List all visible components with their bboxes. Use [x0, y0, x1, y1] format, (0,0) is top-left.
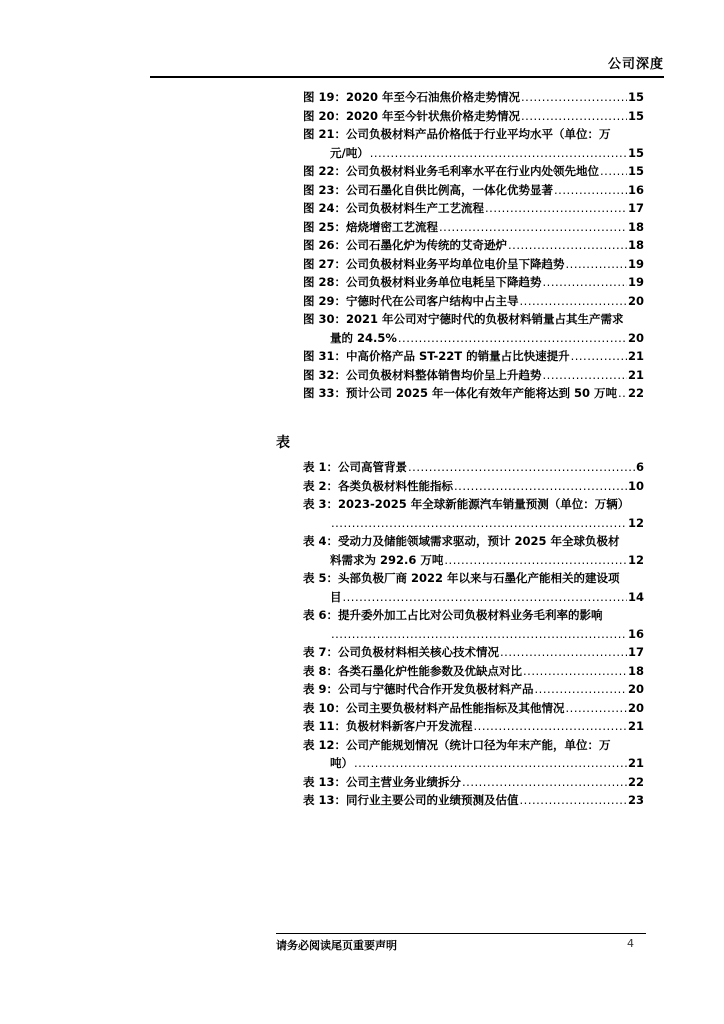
toc-entry-fig20[interactable] [303, 107, 644, 126]
toc-entry-tab2[interactable] [303, 477, 644, 496]
toc-label: 表 8：各类石墨化炉性能参数及优缺点对比 [303, 663, 523, 678]
toc-entry-fig26[interactable] [303, 236, 644, 255]
toc-label: 吨） [330, 756, 353, 770]
toc-entry-fig31[interactable] [303, 347, 644, 366]
toc-page: 10 [627, 478, 644, 493]
toc-entry-fig21[interactable] [303, 125, 644, 162]
toc-page: 20 [627, 700, 644, 715]
toc-page: 21 [627, 367, 644, 382]
toc-page: 12 [627, 552, 644, 567]
toc-label: 表 7：公司负极材料相关核心技术情况 [303, 645, 500, 659]
toc-label: 表 13：同行业主要公司的业绩预测及估值 [303, 793, 519, 807]
toc-entry-fig25[interactable] [303, 218, 644, 237]
toc-page: 20 [627, 293, 644, 308]
toc-label: 图 29：宁德时代在公司客户结构中占主导 [303, 293, 519, 308]
toc-label: 料需求为 292.6 万吨 [330, 552, 444, 567]
toc-page: 21 [627, 349, 644, 363]
toc-entry-tab3[interactable] [303, 495, 644, 532]
toc-page: 16 [627, 626, 644, 641]
toc-page: 20 [627, 682, 644, 696]
toc-page: 18 [627, 663, 644, 678]
toc-page: 18 [627, 238, 644, 252]
toc-page: 17 [627, 201, 644, 215]
toc-label: 图 26：公司石墨化炉为传统的艾奇逊炉 [303, 238, 508, 252]
toc-entry-tab10[interactable] [303, 699, 644, 718]
toc-label-line1: 表 6：提升委外加工占比对公司负极材料业务毛利率的影响 [303, 608, 603, 622]
toc-label: 图 20：2020 年至今针状焦价格走势情况 [303, 108, 521, 123]
toc-page: 20 [627, 330, 644, 345]
toc-entry-tab4[interactable] [303, 532, 644, 569]
toc-entry-tab1[interactable] [303, 458, 644, 477]
toc-entry-tab13b[interactable] [303, 791, 644, 810]
toc-label: 图 27：公司负极材料业务平均单位电价呈下降趋势 [303, 256, 565, 271]
toc-entry-fig32[interactable] [303, 366, 644, 385]
toc-page: 15 [627, 145, 644, 160]
toc-page: 12 [627, 515, 644, 530]
toc-page: 22 [627, 774, 644, 789]
toc-label: 表 11：负极材料新客户开发流程 [303, 719, 473, 733]
toc-entry-fig22[interactable] [303, 162, 644, 181]
toc-label-line1: 表 12：公司产能规划情况（统计口径为年末产能，单位：万 [303, 737, 611, 752]
toc-label: 图 22：公司负极材料业务毛利率水平在行业内处领先地位 [303, 164, 600, 178]
toc-entry-fig24[interactable] [303, 199, 644, 218]
toc-label-line1: 表 5：头部负极厂商 2022 年以来与石墨化产能相关的建设项 [303, 571, 620, 585]
toc-label: 图 31：中高价格产品 ST-22T 的销量占比快速提升 [303, 349, 570, 363]
toc-page: 22 [627, 386, 644, 400]
toc-label: 图 24：公司负极材料生产工艺流程 [303, 201, 485, 215]
toc-entry-fig30[interactable] [303, 310, 644, 347]
toc-entry-fig19[interactable] [303, 88, 644, 107]
toc-label: 图 25：焙烧增密工艺流程 [303, 219, 439, 234]
toc-entry-tab12[interactable] [303, 736, 644, 773]
toc-label: 表 1：公司高管背景 [303, 460, 408, 474]
toc-label: 图 19：2020 年至今石油焦价格走势情况 [303, 90, 521, 104]
toc-label: 表 13：公司主营业务业绩拆分 [303, 774, 462, 789]
toc-page: 14 [627, 589, 644, 604]
toc-page: 6 [635, 460, 644, 474]
toc-page: 19 [627, 275, 644, 289]
toc-page: 15 [627, 164, 644, 178]
toc-label: 表 9：公司与宁德时代合作开发负极材料产品 [303, 682, 534, 696]
toc-entry-tab5[interactable] [303, 569, 644, 606]
toc-label-line1: 图 30：2021 年公司对宁德时代的负极材料销量占其生产需求 [303, 312, 624, 326]
toc-label-line1: 表 3：2023-2025 年全球新能源汽车销量预测（单位：万辆） [303, 497, 630, 511]
toc-label: 图 28：公司负极材料业务单位电耗呈下降趋势 [303, 275, 542, 289]
toc-page: 18 [627, 219, 644, 234]
toc-entry-fig23[interactable] [303, 181, 644, 200]
toc-page: 21 [627, 719, 644, 733]
toc-page: 19 [627, 256, 644, 271]
tables-heading: 表 [276, 435, 290, 451]
toc-label: 图 33：预计公司 2025 年一体化有效年产能将达到 50 万吨 [303, 386, 618, 400]
toc-label: 表 10：公司主要负极材料产品性能指标及其他情况 [303, 700, 565, 715]
toc-page: 23 [627, 793, 644, 807]
footer-rule [276, 933, 646, 934]
toc-page: 15 [627, 90, 644, 104]
toc-label: 表 2：各类负极材料性能指标 [303, 478, 454, 493]
toc-entry-fig33[interactable] [303, 384, 644, 403]
toc-page: 21 [627, 756, 644, 770]
toc-label-line1: 表 4：受动力及储能领域需求驱动，预计 2025 年全球负极材 [303, 534, 620, 548]
toc-entry-tab13a[interactable] [303, 773, 644, 792]
toc-entry-tab8[interactable] [303, 662, 644, 681]
toc-entry-tab9[interactable] [303, 680, 644, 699]
toc-entry-fig28[interactable] [303, 273, 644, 292]
toc-label-line1: 图 21：公司负极材料产品价格低于行业平均水平（单位：万 [303, 127, 611, 141]
toc-entry-tab11[interactable] [303, 717, 644, 736]
toc-label: 图 23：公司石墨化自供比例高，一体化优势显著 [303, 182, 554, 197]
toc-entry-tab6[interactable] [303, 606, 644, 643]
toc-label: 目 [330, 589, 342, 604]
toc-entry-fig29[interactable] [303, 292, 644, 311]
header-rule [150, 76, 664, 78]
toc-entry-tab7[interactable] [303, 643, 644, 662]
toc-entry-fig27[interactable] [303, 255, 644, 274]
header-title: 公司深度 [607, 57, 664, 72]
toc-page: 15 [627, 108, 644, 123]
toc-page: 17 [627, 645, 644, 659]
toc-label: 量的 24.5% [330, 330, 397, 345]
toc-page: 16 [627, 182, 644, 197]
toc-label: 图 32：公司负极材料整体销售均价呈上升趋势 [303, 367, 542, 382]
footer-disclaimer: 请务必阅读尾页重要声明 [276, 939, 397, 952]
footer-page-number: 4 [627, 937, 634, 950]
toc-label: 元/吨） [330, 145, 369, 160]
